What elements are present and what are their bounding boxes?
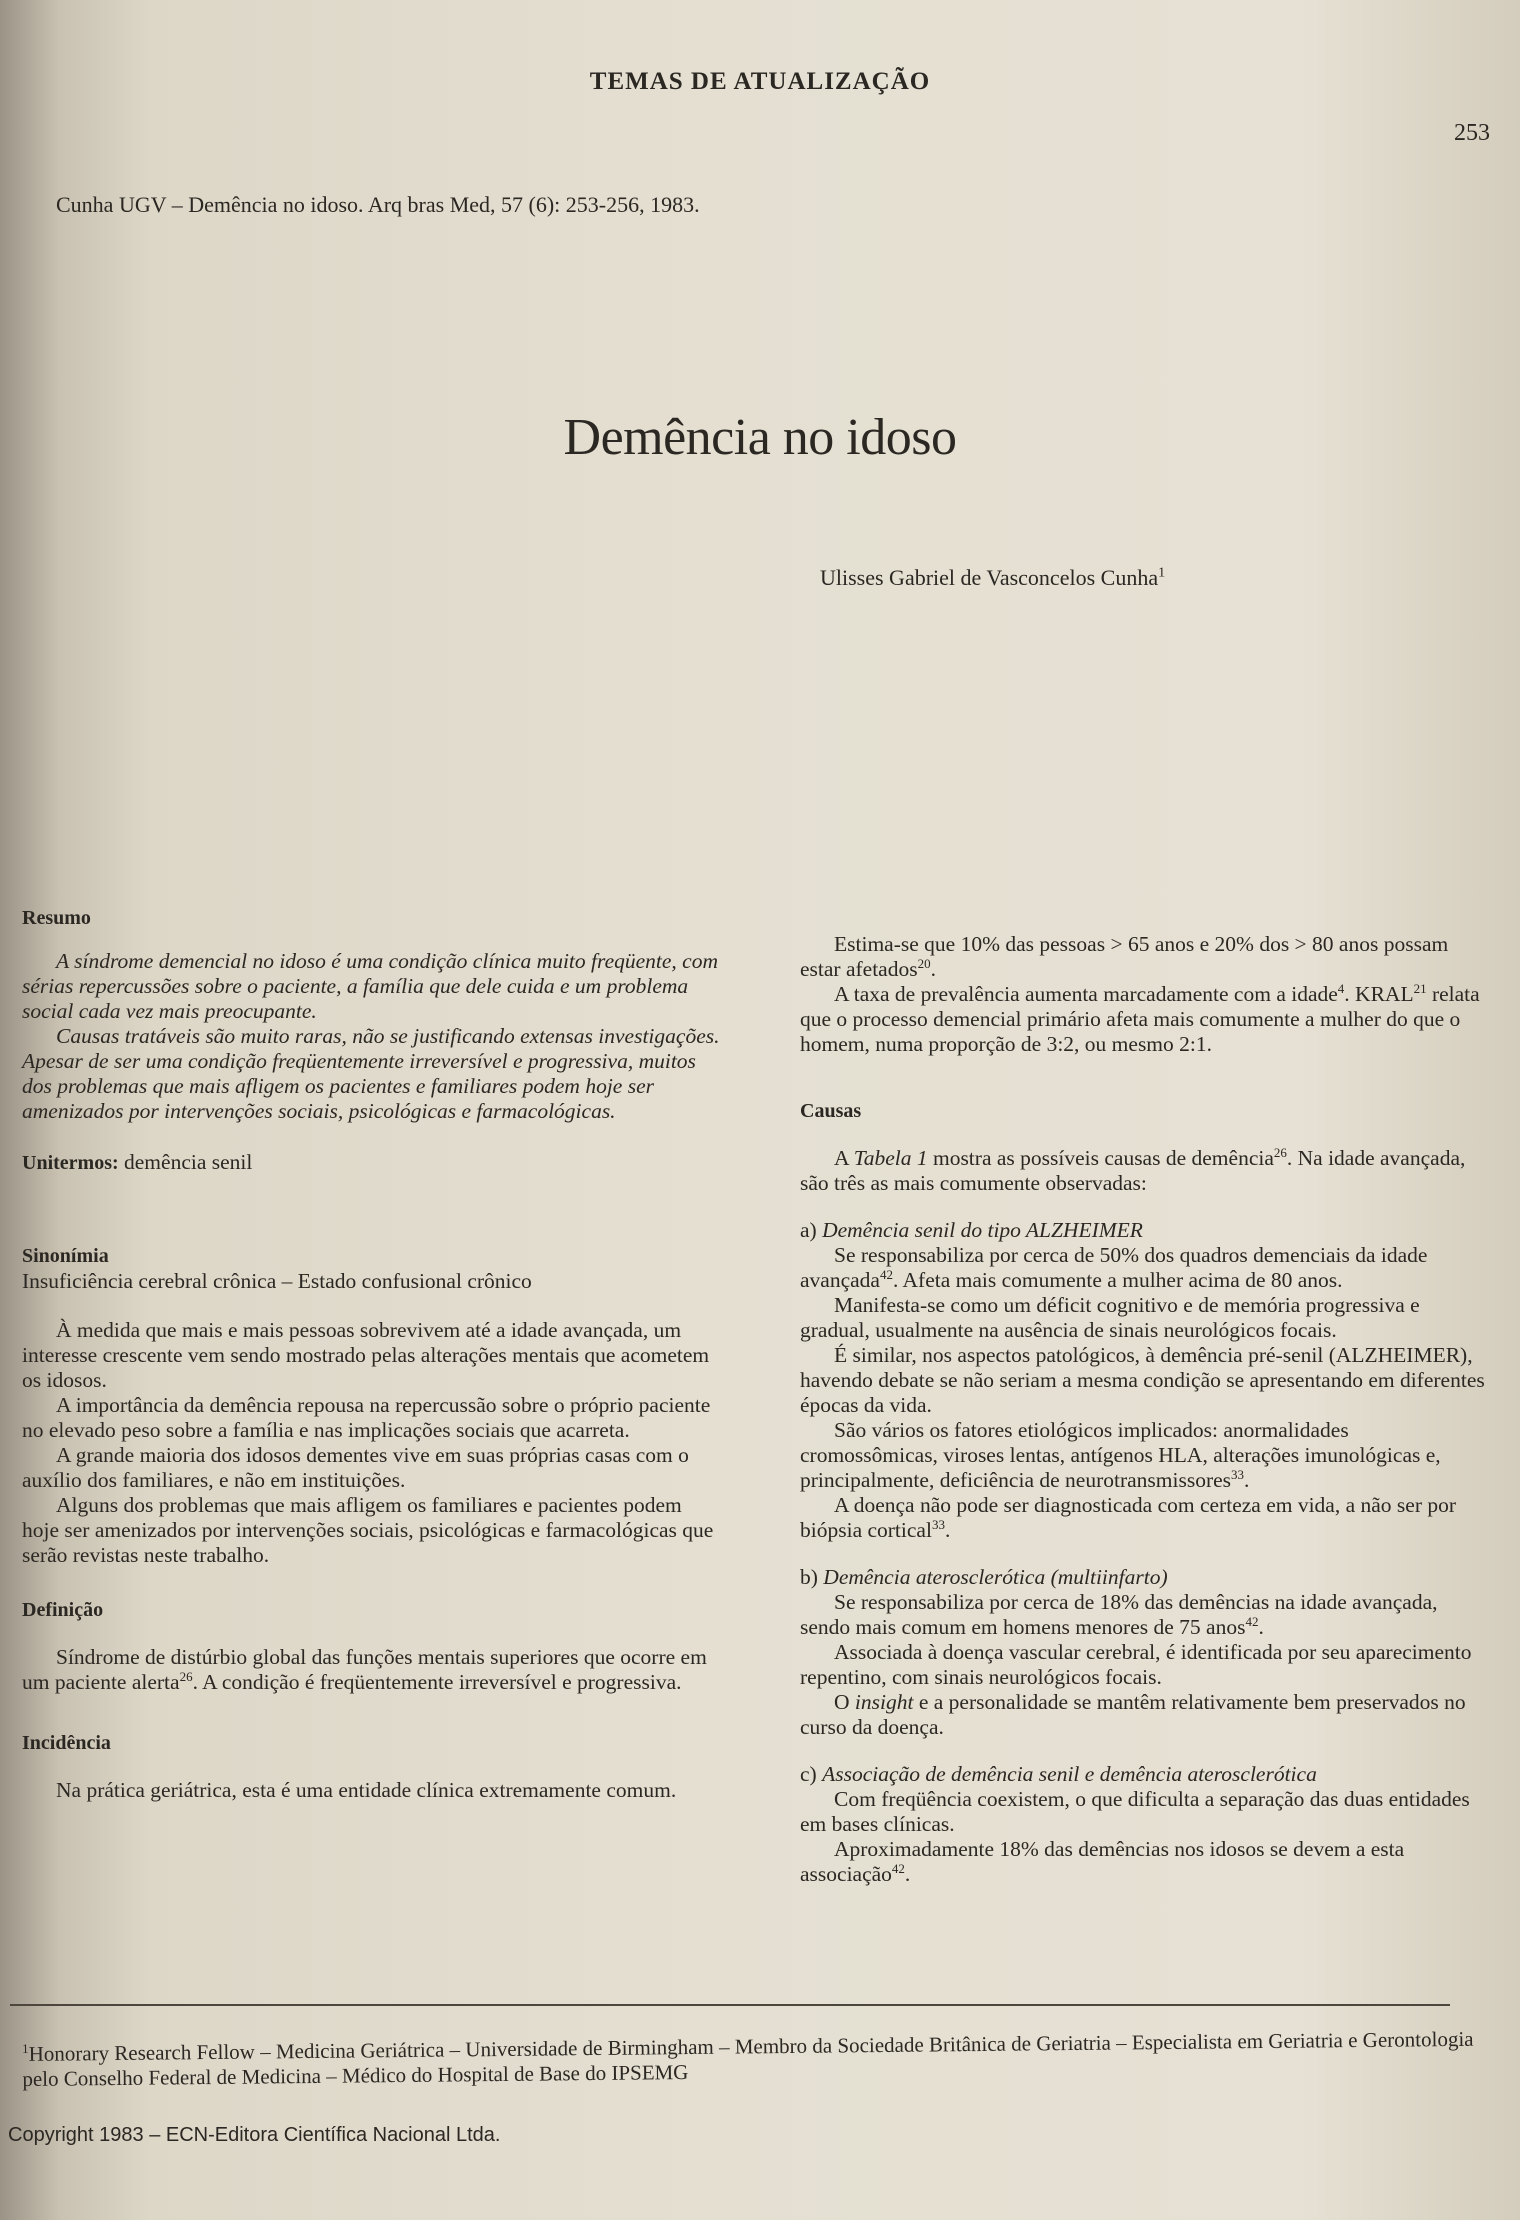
reference-marker: 21 [1413, 980, 1427, 996]
sinonimia-heading: Sinonímia [22, 1245, 109, 1267]
citation: Cunha UGV – Demência no idoso. Arq bras Med, 57 (6): 253-256, 1983. [56, 192, 700, 217]
item-a-paragraph: Se responsabiliza por cerca de 50% dos quadros demenciais da idade avançada$^{42}$. Afeta mais comumente a mulher acima de 80 anos. [800, 1243, 1428, 1292]
body-paragraph: A importância da demência repousa na repercussão sobre o próprio paciente no elevado peso sobre a família e nas implicações sociais que acarreta. [22, 1393, 711, 1442]
reference-marker: 20 [917, 955, 931, 971]
author-footnote-marker: 1 [1158, 565, 1166, 581]
reference-marker: 26 [1273, 1144, 1287, 1160]
body-paragraph: A taxa de prevalência aumenta marcadamente com a idade$^4$. KRAL$^{21}$ relata que o processo demencial primário afeta mais comumente a mulher do que o homem, numa proporção de 3:2, ou mesmo 2:1. [800, 980, 1480, 1056]
sinonimia-text: Insuficiência cerebral crônica – Estado confusional crônico [22, 1269, 532, 1293]
item-b-paragraph: O insight e a personalidade se mantêm relativamente bem preservados no curso da doença. [800, 1690, 1466, 1739]
reference-marker: 33 [1231, 1466, 1245, 1482]
author-line [820, 565, 1165, 591]
left-column [22, 906, 722, 1803]
item-b-paragraph: Se responsabiliza por cerca de 18% das demências na idade avançada, sendo mais comum em homens menores de 75 anos$^{42}$. [800, 1590, 1438, 1639]
resumo-paragraph: Causas tratáveis são muito raras, não se justificando extensas investigações. Apesar de ser uma condição freqüentemente irreversível e progressiva, muitos dos problemas que mais afligem os pacientes e familiares podem hoje ser amenizados por intervenções sociais, psicológicas e farmacológicas. [22, 1024, 720, 1123]
reference-marker: 26 [179, 1668, 193, 1684]
author-name: Ulisses Gabriel de Vasconcelos Cunha [820, 565, 1159, 590]
copyright-notice: Copyright 1983 – ECN-Editora Científica Nacional Ltda. [8, 2124, 501, 2146]
resumo-paragraph: A síndrome demencial no idoso é uma condição clínica muito freqüente, com sérias repercussões sobre o paciente, a família que dele cuida e um problema social cada vez mais preocupante. [22, 949, 718, 1023]
item-a-paragraph: Manifesta-se como um déficit cognitivo e de memória progressiva e gradual, usualmente na ausência de sinais neurológicos focais. [800, 1293, 1420, 1342]
body-paragraph: Alguns dos problemas que mais afligem os familiares e pacientes podem hoje ser amenizados por intervenções sociais, psicológicas e farmacológicas que serão revistas neste trabalho. [22, 1493, 714, 1567]
unitermos [22, 1150, 722, 1176]
causas-intro: A Tabela 1 mostra as possíveis causas de demência$^{26}$. Na idade avançada, são três as mais comumente observadas: [800, 1144, 1466, 1195]
body-paragraph: À medida que mais e mais pessoas sobrevivem até a idade avançada, um interesse crescente vem sendo mostrado pelas alterações mentais que acometem os idosos. [22, 1318, 710, 1392]
item-c-paragraph: Aproximadamente 18% das demências nos idosos se devem a esta associação$^{42}$. [800, 1837, 1405, 1886]
item-b-title: b) Demência aterosclerótica (multiinfarto) [800, 1565, 1168, 1589]
unitermos-label: Unitermos: [22, 1152, 119, 1174]
body-paragraph: Estima-se que 10% das pessoas > 65 anos e 20% dos > 80 anos possam estar afetados$^{20}$. [800, 932, 1449, 981]
reference-marker: 42 [879, 1266, 893, 1282]
causas-heading: Causas [800, 1100, 862, 1122]
author-footnote [22, 2027, 1492, 2092]
right-column [800, 932, 1485, 1887]
item-a-paragraph: É similar, nos aspectos patológicos, à demência pré-senil (ALZHEIMER), havendo debate se não seriam a mesma condição se apresentando em diferentes épocas da vida. [800, 1343, 1485, 1417]
item-a-title: a) Demência senil do tipo ALZHEIMER [800, 1218, 1143, 1242]
resumo-heading: Resumo [22, 907, 91, 929]
item-c-paragraph: Com freqüência coexistem, o que dificulta a separação das duas entidades em bases clínicas. [800, 1787, 1470, 1836]
page-number: 253 [1454, 120, 1490, 146]
definicao-heading: Definição [22, 1599, 104, 1621]
item-a-paragraph: São vários os fatores etiológicos implicados: anormalidades cromossômicas, viroses lentas, antígenos HLA, alterações imunológicas e, principalmente, deficiência de neurotransmissores$^{33}$. [800, 1418, 1441, 1492]
section-title: TEMAS DE ATUALIZAÇÃO [589, 68, 931, 95]
definicao-text: Síndrome de distúrbio global das funções mentais superiores que ocorre em um paciente alerta$^{26}$. A condição é freqüentemente irreversível e progressiva. [22, 1645, 707, 1694]
reference-marker: 33 [931, 1516, 945, 1532]
item-c-title: c) Associação de demência senil e demência aterosclerótica [800, 1762, 1317, 1786]
item-b-paragraph: Associada à doença vascular cerebral, é identificada por seu aparecimento repentino, com sinais neurológicos focais. [800, 1640, 1472, 1689]
incidencia-text: Na prática geriátrica, esta é uma entidade clínica extremamente comum. [56, 1778, 677, 1802]
item-a-paragraph: A doença não pode ser diagnosticada com certeza em vida, a não ser por biópsia cortical$^{33}$. [800, 1493, 1457, 1542]
footnote-divider [10, 2004, 1450, 2006]
footnote-text: Honorary Research Fellow – Medicina Geriátrica – Universidade de Birmingham – Membro da Sociedade Britânica de Geriatria – Especialista em Geriatria e Gerontologia pelo Conselho Federal de Medicina – Médico do Hospital de Base do IPSEMG [22, 2026, 1474, 2091]
footnote-marker: 1 [21, 2040, 29, 2056]
body-paragraph: A grande maioria dos idosos dementes vive em suas próprias casas com o auxílio dos familiares, e não em instituições. [22, 1443, 689, 1492]
reference-marker: 42 [1245, 1613, 1259, 1629]
incidencia-heading: Incidência [22, 1732, 111, 1754]
article-title: Demência no idoso [563, 409, 957, 466]
reference-marker: 42 [891, 1860, 905, 1876]
reference-marker: 4 [1337, 980, 1345, 996]
unitermos-value: demência senil [118, 1150, 253, 1174]
